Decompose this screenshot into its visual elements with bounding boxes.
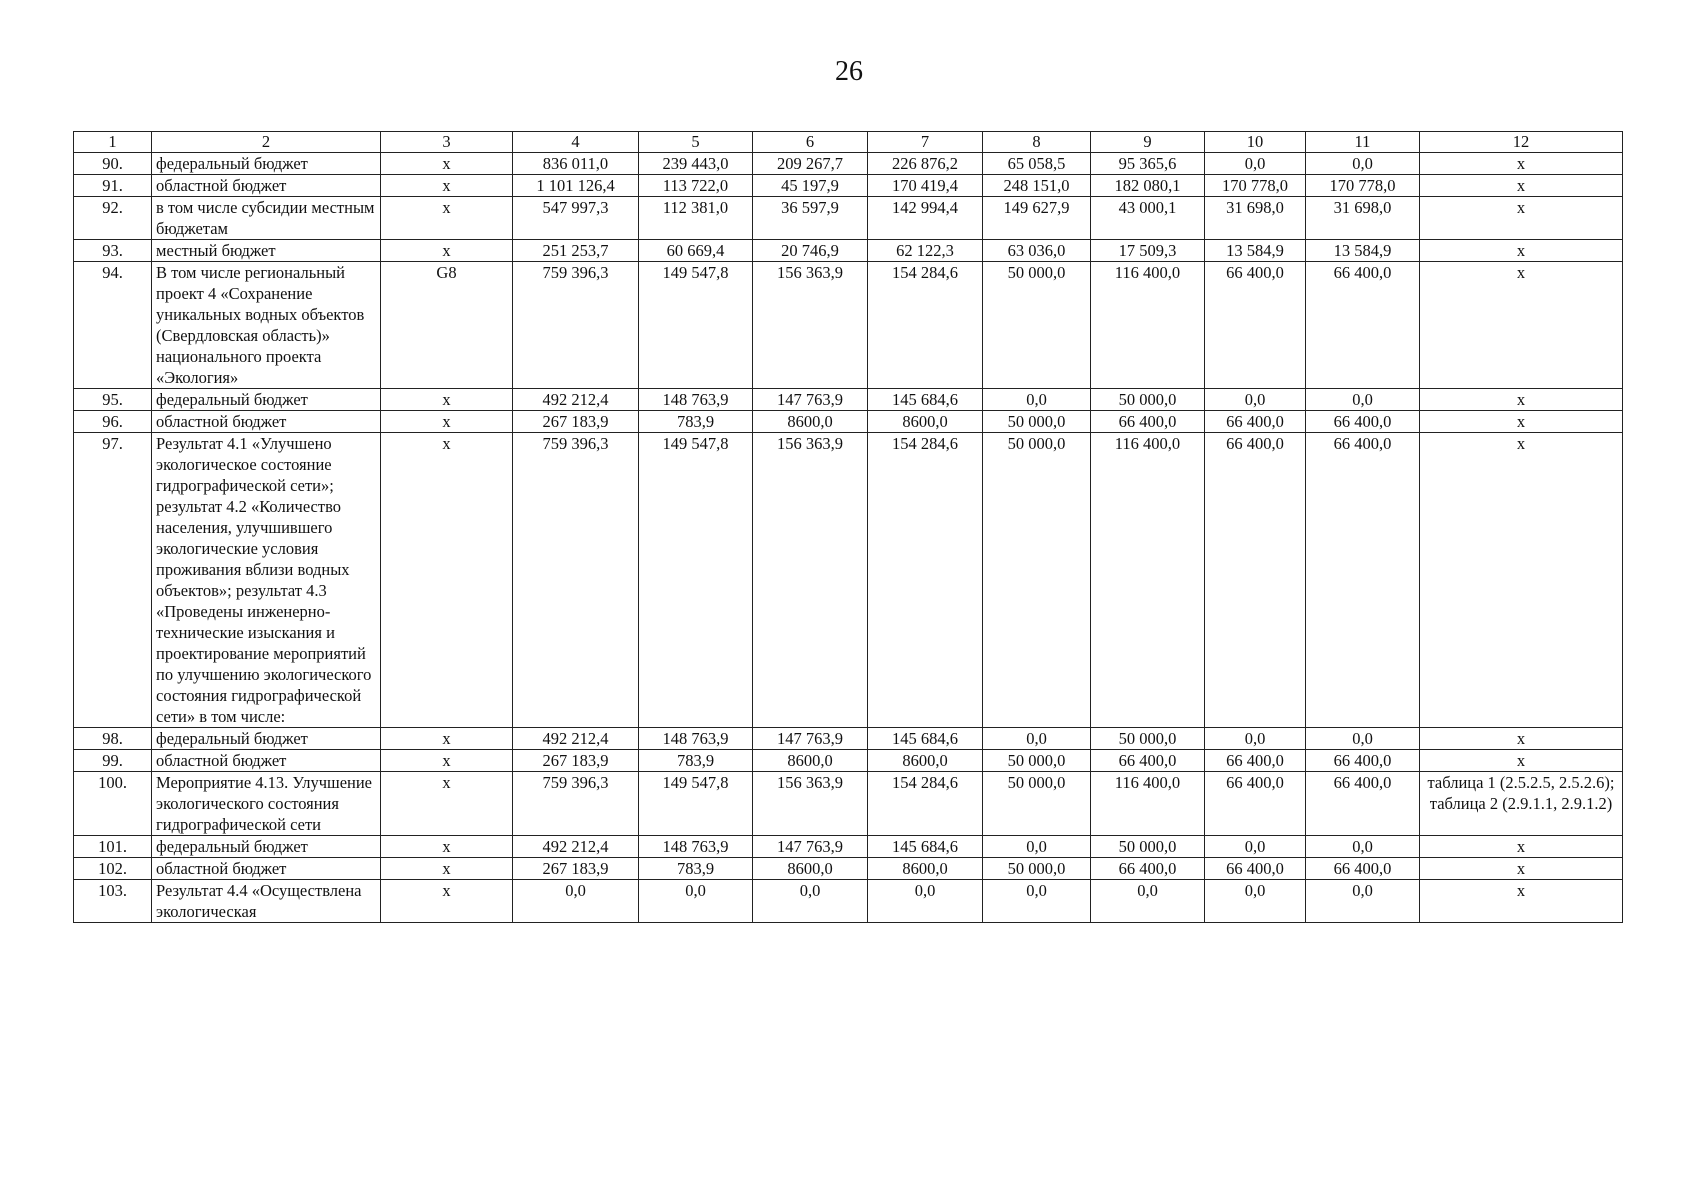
table-row <box>74 262 1623 389</box>
value-col-11: 66 400,0 <box>1306 262 1420 389</box>
column-number: 8 <box>983 132 1091 153</box>
value-col-5: 60 669,4 <box>639 240 753 262</box>
value-col-4: 267 183,9 <box>513 750 639 772</box>
value-col-5: 783,9 <box>639 858 753 880</box>
value-col-5: 149 547,8 <box>639 433 753 728</box>
row-note: таблица 1 (2.5.2.5, 2.5.2.6); таблица 2 (2.9.1.1, 2.9.1.2) <box>1420 772 1623 836</box>
value-col-6: 8600,0 <box>753 411 868 433</box>
value-col-9: 66 400,0 <box>1091 411 1205 433</box>
value-col-5: 113 722,0 <box>639 175 753 197</box>
value-col-7: 154 284,6 <box>868 433 983 728</box>
row-number: 98. <box>74 728 152 750</box>
row-note: х <box>1420 728 1623 750</box>
row-code: х <box>381 175 513 197</box>
value-col-8: 0,0 <box>983 836 1091 858</box>
value-col-7: 154 284,6 <box>868 772 983 836</box>
row-number: 95. <box>74 389 152 411</box>
row-number: 96. <box>74 411 152 433</box>
value-col-9: 17 509,3 <box>1091 240 1205 262</box>
row-description: федеральный бюджет <box>152 836 381 858</box>
value-col-8: 50 000,0 <box>983 772 1091 836</box>
value-col-6: 8600,0 <box>753 750 868 772</box>
row-code: х <box>381 240 513 262</box>
value-col-10: 66 400,0 <box>1205 772 1306 836</box>
value-col-4: 492 212,4 <box>513 389 639 411</box>
row-number: 97. <box>74 433 152 728</box>
value-col-9: 50 000,0 <box>1091 728 1205 750</box>
row-number: 93. <box>74 240 152 262</box>
row-note: х <box>1420 389 1623 411</box>
column-number: 7 <box>868 132 983 153</box>
value-col-6: 147 763,9 <box>753 728 868 750</box>
value-col-10: 66 400,0 <box>1205 411 1306 433</box>
row-code: х <box>381 411 513 433</box>
row-code: х <box>381 858 513 880</box>
value-col-8: 248 151,0 <box>983 175 1091 197</box>
value-col-10: 66 400,0 <box>1205 858 1306 880</box>
value-col-6: 0,0 <box>753 880 868 923</box>
value-col-4: 1 101 126,4 <box>513 175 639 197</box>
column-number: 3 <box>381 132 513 153</box>
value-col-8: 65 058,5 <box>983 153 1091 175</box>
table-row <box>74 240 1623 262</box>
row-description: в том числе субсидии местным бюджетам <box>152 197 381 240</box>
row-number: 91. <box>74 175 152 197</box>
value-col-11: 0,0 <box>1306 389 1420 411</box>
value-col-11: 66 400,0 <box>1306 772 1420 836</box>
row-number: 92. <box>74 197 152 240</box>
value-col-9: 182 080,1 <box>1091 175 1205 197</box>
row-note: х <box>1420 433 1623 728</box>
row-code: G8 <box>381 262 513 389</box>
value-col-5: 783,9 <box>639 750 753 772</box>
row-note: х <box>1420 880 1623 923</box>
value-col-10: 0,0 <box>1205 153 1306 175</box>
value-col-5: 239 443,0 <box>639 153 753 175</box>
value-col-5: 148 763,9 <box>639 728 753 750</box>
value-col-4: 492 212,4 <box>513 836 639 858</box>
value-col-9: 43 000,1 <box>1091 197 1205 240</box>
value-col-11: 170 778,0 <box>1306 175 1420 197</box>
row-note: х <box>1420 197 1623 240</box>
row-code: х <box>381 750 513 772</box>
row-number: 102. <box>74 858 152 880</box>
row-number: 100. <box>74 772 152 836</box>
row-note: х <box>1420 153 1623 175</box>
table-row <box>74 411 1623 433</box>
value-col-11: 0,0 <box>1306 836 1420 858</box>
row-code: х <box>381 728 513 750</box>
value-col-5: 0,0 <box>639 880 753 923</box>
value-col-9: 0,0 <box>1091 880 1205 923</box>
value-col-10: 66 400,0 <box>1205 262 1306 389</box>
value-col-8: 50 000,0 <box>983 858 1091 880</box>
table-row <box>74 433 1623 728</box>
value-col-9: 66 400,0 <box>1091 858 1205 880</box>
value-col-7: 8600,0 <box>868 411 983 433</box>
value-col-5: 783,9 <box>639 411 753 433</box>
table-row <box>74 858 1623 880</box>
value-col-11: 0,0 <box>1306 728 1420 750</box>
page-number: 26 <box>835 56 863 87</box>
table-row <box>74 389 1623 411</box>
row-description: федеральный бюджет <box>152 389 381 411</box>
value-col-6: 156 363,9 <box>753 262 868 389</box>
row-number: 103. <box>74 880 152 923</box>
value-col-4: 836 011,0 <box>513 153 639 175</box>
value-col-6: 8600,0 <box>753 858 868 880</box>
value-col-6: 156 363,9 <box>753 772 868 836</box>
column-number-row <box>74 132 1623 153</box>
row-description: местный бюджет <box>152 240 381 262</box>
value-col-7: 8600,0 <box>868 858 983 880</box>
table-row <box>74 153 1623 175</box>
table-row <box>74 836 1623 858</box>
value-col-10: 31 698,0 <box>1205 197 1306 240</box>
value-col-7: 142 994,4 <box>868 197 983 240</box>
value-col-4: 759 396,3 <box>513 262 639 389</box>
table-row <box>74 728 1623 750</box>
value-col-10: 170 778,0 <box>1205 175 1306 197</box>
value-col-4: 759 396,3 <box>513 772 639 836</box>
value-col-7: 145 684,6 <box>868 836 983 858</box>
row-description: В том числе региональный проект 4 «Сохранение уникальных водных объектов (Свердловская область)» национального проекта «Экология» <box>152 262 381 389</box>
row-description: областной бюджет <box>152 858 381 880</box>
value-col-4: 267 183,9 <box>513 858 639 880</box>
row-code: х <box>381 389 513 411</box>
row-code: х <box>381 772 513 836</box>
value-col-10: 0,0 <box>1205 728 1306 750</box>
value-col-5: 149 547,8 <box>639 262 753 389</box>
table-row <box>74 880 1623 923</box>
value-col-6: 147 763,9 <box>753 389 868 411</box>
column-number: 10 <box>1205 132 1306 153</box>
value-col-4: 0,0 <box>513 880 639 923</box>
value-col-10: 66 400,0 <box>1205 433 1306 728</box>
value-col-11: 31 698,0 <box>1306 197 1420 240</box>
column-number: 2 <box>152 132 381 153</box>
value-col-8: 63 036,0 <box>983 240 1091 262</box>
value-col-7: 8600,0 <box>868 750 983 772</box>
value-col-9: 116 400,0 <box>1091 262 1205 389</box>
value-col-5: 149 547,8 <box>639 772 753 836</box>
row-description: областной бюджет <box>152 175 381 197</box>
value-col-9: 116 400,0 <box>1091 433 1205 728</box>
row-description: федеральный бюджет <box>152 728 381 750</box>
row-note: х <box>1420 262 1623 389</box>
row-note: х <box>1420 175 1623 197</box>
value-col-11: 0,0 <box>1306 153 1420 175</box>
value-col-10: 0,0 <box>1205 389 1306 411</box>
value-col-4: 251 253,7 <box>513 240 639 262</box>
value-col-7: 170 419,4 <box>868 175 983 197</box>
row-note: х <box>1420 411 1623 433</box>
value-col-4: 547 997,3 <box>513 197 639 240</box>
row-code: х <box>381 433 513 728</box>
table-row <box>74 197 1623 240</box>
value-col-10: 0,0 <box>1205 836 1306 858</box>
value-col-8: 0,0 <box>983 728 1091 750</box>
row-code: х <box>381 153 513 175</box>
row-description: областной бюджет <box>152 411 381 433</box>
table-body <box>74 153 1623 923</box>
value-col-5: 148 763,9 <box>639 836 753 858</box>
table-row <box>74 772 1623 836</box>
row-description: Мероприятие 4.13. Улучшение экологического состояния гидрографической сети <box>152 772 381 836</box>
row-description: Результат 4.1 «Улучшено экологическое состояние гидрографической сети»; результат 4.2 «Количество населения, улучшившего экологические условия проживания вблизи водных объектов»; результат 4.3 «Проведены инженерно-технические изыскания и проектирование мероприятий по улучшению экологического состояния гидрографической сети» в том числе: <box>152 433 381 728</box>
value-col-6: 45 197,9 <box>753 175 868 197</box>
value-col-7: 62 122,3 <box>868 240 983 262</box>
value-col-5: 112 381,0 <box>639 197 753 240</box>
value-col-4: 492 212,4 <box>513 728 639 750</box>
value-col-11: 0,0 <box>1306 880 1420 923</box>
row-code: х <box>381 836 513 858</box>
row-description: Результат 4.4 «Осуществлена экологическая <box>152 880 381 923</box>
value-col-8: 50 000,0 <box>983 262 1091 389</box>
row-note: х <box>1420 836 1623 858</box>
table-row <box>74 175 1623 197</box>
value-col-6: 209 267,7 <box>753 153 868 175</box>
table-row <box>74 750 1623 772</box>
value-col-6: 147 763,9 <box>753 836 868 858</box>
value-col-11: 66 400,0 <box>1306 411 1420 433</box>
value-col-7: 0,0 <box>868 880 983 923</box>
value-col-5: 148 763,9 <box>639 389 753 411</box>
budget-table <box>73 131 1623 923</box>
row-note: х <box>1420 750 1623 772</box>
value-col-10: 13 584,9 <box>1205 240 1306 262</box>
value-col-8: 149 627,9 <box>983 197 1091 240</box>
value-col-8: 0,0 <box>983 880 1091 923</box>
value-col-7: 145 684,6 <box>868 728 983 750</box>
value-col-9: 95 365,6 <box>1091 153 1205 175</box>
value-col-10: 0,0 <box>1205 880 1306 923</box>
column-number: 9 <box>1091 132 1205 153</box>
row-number: 94. <box>74 262 152 389</box>
row-number: 90. <box>74 153 152 175</box>
value-col-6: 20 746,9 <box>753 240 868 262</box>
value-col-9: 50 000,0 <box>1091 389 1205 411</box>
row-description: областной бюджет <box>152 750 381 772</box>
row-code: х <box>381 880 513 923</box>
value-col-11: 66 400,0 <box>1306 433 1420 728</box>
value-col-8: 50 000,0 <box>983 411 1091 433</box>
column-number: 1 <box>74 132 152 153</box>
row-code: х <box>381 197 513 240</box>
value-col-9: 50 000,0 <box>1091 836 1205 858</box>
row-number: 101. <box>74 836 152 858</box>
value-col-4: 759 396,3 <box>513 433 639 728</box>
row-number: 99. <box>74 750 152 772</box>
column-number: 11 <box>1306 132 1420 153</box>
value-col-6: 36 597,9 <box>753 197 868 240</box>
value-col-8: 0,0 <box>983 389 1091 411</box>
column-number: 12 <box>1420 132 1623 153</box>
value-col-7: 226 876,2 <box>868 153 983 175</box>
value-col-10: 66 400,0 <box>1205 750 1306 772</box>
column-number: 4 <box>513 132 639 153</box>
column-number: 6 <box>753 132 868 153</box>
row-description: федеральный бюджет <box>152 153 381 175</box>
value-col-9: 116 400,0 <box>1091 772 1205 836</box>
row-note: х <box>1420 858 1623 880</box>
value-col-8: 50 000,0 <box>983 750 1091 772</box>
value-col-7: 154 284,6 <box>868 262 983 389</box>
value-col-7: 145 684,6 <box>868 389 983 411</box>
row-note: х <box>1420 240 1623 262</box>
value-col-11: 66 400,0 <box>1306 750 1420 772</box>
value-col-11: 13 584,9 <box>1306 240 1420 262</box>
value-col-6: 156 363,9 <box>753 433 868 728</box>
value-col-4: 267 183,9 <box>513 411 639 433</box>
value-col-11: 66 400,0 <box>1306 858 1420 880</box>
value-col-9: 66 400,0 <box>1091 750 1205 772</box>
value-col-8: 50 000,0 <box>983 433 1091 728</box>
column-number: 5 <box>639 132 753 153</box>
budget-table-wrapper <box>73 131 1623 923</box>
